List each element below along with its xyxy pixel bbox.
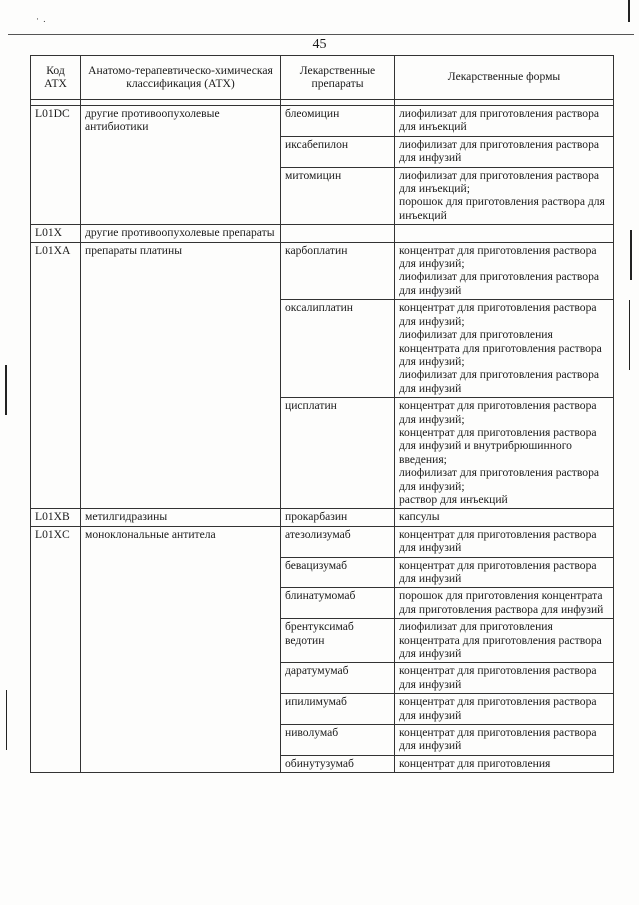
atx-code-cell: L01XB (31, 509, 81, 526)
atx-code-cell: L01X (31, 225, 81, 242)
table-row (31, 242, 614, 300)
dosage-form-line: лиофилизат для приготовления концентрата для приготовления раствора для инфузий; (399, 328, 602, 368)
drug-name-cell: митомицин (281, 167, 395, 225)
header-code: Код АТХ (31, 56, 81, 100)
drug-name-cell: цисплатин (281, 398, 395, 509)
dosage-form-line: концентрат для приготовления раствора для инфузий (399, 726, 597, 753)
atx-classification-cell: метилгидразины (81, 509, 281, 526)
dosage-forms-cell (395, 225, 614, 242)
dosage-forms-cell (395, 526, 614, 557)
table-body (31, 106, 614, 773)
scan-edge-mark (630, 230, 632, 280)
dosage-forms-cell (395, 663, 614, 694)
top-rule (8, 34, 634, 35)
drug-name-cell: прокарбазин (281, 509, 395, 526)
dosage-form-line: концентрат для приготовления раствора для инфузий; (399, 399, 597, 426)
atx-classification-cell: другие противоопухолевые препараты (81, 225, 281, 242)
atx-classification-cell: препараты платины (81, 242, 281, 509)
dosage-form-line: концентрат для приготовления раствора для инфузий (399, 527, 597, 555)
dosage-form-line: лиофилизат для приготовления раствора для инъекций (399, 107, 600, 134)
drug-name-cell: иксабепилон (281, 136, 395, 167)
dosage-form-line: концентрат для приготовления раствора для инфузий и внутрибрюшинного введения; (399, 425, 597, 466)
table-row (31, 526, 614, 557)
atx-classification-cell: другие противоопухолевые антибиотики (81, 106, 281, 225)
dosage-forms-cell (395, 300, 614, 398)
header-classification: Анатомо-терапевтическо-химическая классификация (АТХ) (81, 56, 281, 100)
corner-mark: · . (36, 14, 47, 24)
dosage-form-line: лиофилизат для приготовления раствора для инфузий (399, 368, 600, 395)
dosage-form-line: концентрат для приготовления раствора для инфузий; (399, 243, 597, 271)
dosage-forms-cell (395, 167, 614, 225)
dosage-forms-cell (395, 509, 614, 526)
table-header-row (31, 56, 614, 100)
dosage-form-line: концентрат для приготовления раствора для инфузий (399, 558, 597, 585)
dosage-form-line: порошок для приготовления концентрата для приготовления раствора для инфузий (399, 589, 604, 616)
scan-edge-mark (5, 365, 7, 415)
scan-edge-mark (629, 300, 630, 370)
drug-name-cell: бевацизумаб (281, 557, 395, 588)
dosage-form-line: концентрат для приготовления раствора для инфузий (399, 695, 597, 722)
drug-name-cell: обинутузумаб (281, 755, 395, 772)
dosage-forms-cell (395, 755, 614, 772)
scan-edge-mark (628, 0, 630, 22)
dosage-form-line: лиофилизат для приготовления раствора для инфузий (399, 137, 600, 165)
atx-code-cell: L01DC (31, 106, 81, 225)
drug-name-cell: оксалиплатин (281, 300, 395, 398)
dosage-form-line: лиофилизат для приготовления раствора для инфузий; (399, 466, 600, 493)
dosage-forms-cell (395, 588, 614, 619)
dosage-forms-cell (395, 106, 614, 137)
dosage-forms-cell (395, 557, 614, 588)
dosage-form-line: лиофилизат для приготовления концентрата для приготовления раствора для инфузий (399, 620, 602, 661)
dosage-forms-cell (395, 694, 614, 725)
atx-classification-cell: моноклональные антитела (81, 526, 281, 773)
page-number: 45 (312, 37, 327, 52)
dosage-form-line: лиофилизат для приготовления раствора для инфузий (399, 270, 600, 297)
scan-edge-mark (6, 690, 7, 750)
table-row (31, 225, 614, 242)
header-drugs: Лекарственные препараты (281, 56, 395, 100)
dosage-forms-cell (395, 398, 614, 509)
dosage-form-line: лиофилизат для приготовления раствора для инъекций; (399, 168, 600, 196)
drug-name-cell: даратумумаб (281, 663, 395, 694)
dosage-forms-cell (395, 242, 614, 300)
atx-table (30, 55, 614, 773)
dosage-form-line: капсулы (399, 510, 440, 524)
drug-name-cell: блеомицин (281, 106, 395, 137)
dosage-form-line: раствор для инъекций (399, 492, 508, 506)
atx-code-cell: L01XA (31, 242, 81, 509)
drug-name-cell: ипилимумаб (281, 694, 395, 725)
header-forms: Лекарственные формы (395, 56, 614, 100)
drug-name-cell: брентуксимаб ведотин (281, 619, 395, 663)
dosage-forms-cell (395, 136, 614, 167)
dosage-form-line: концентрат для приготовления (399, 756, 551, 770)
drug-name-cell: ниволумаб (281, 725, 395, 756)
drug-name-cell: атезолизумаб (281, 526, 395, 557)
table-row (31, 106, 614, 137)
drug-name-cell: карбоплатин (281, 242, 395, 300)
dosage-form-line: порошок для приготовления раствора для инъекций (399, 195, 605, 222)
drug-name-cell (281, 225, 395, 242)
table-row (31, 509, 614, 526)
dosage-forms-cell (395, 619, 614, 663)
dosage-form-line: концентрат для приготовления раствора для инфузий (399, 664, 597, 691)
dosage-forms-cell (395, 725, 614, 756)
atx-code-cell: L01XC (31, 526, 81, 773)
dosage-form-line: концентрат для приготовления раствора для инфузий; (399, 301, 597, 328)
drug-name-cell: блинатумомаб (281, 588, 395, 619)
